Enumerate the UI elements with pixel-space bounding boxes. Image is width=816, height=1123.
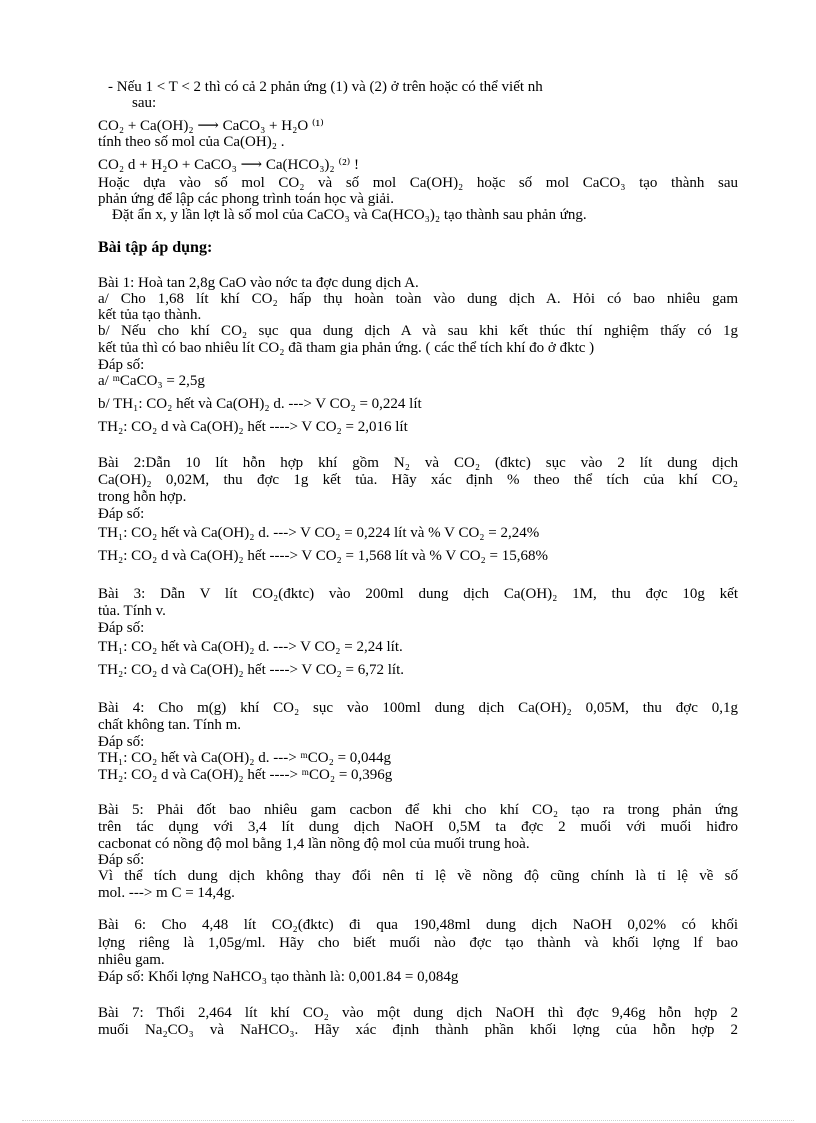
exercise-2-line2: Ca(OH)₂ 0,02M, thu đợc 1g kết tủa. Hãy xác định % theo thể tích của khí CO₂: [98, 472, 738, 488]
exercise-1-a2: kết tủa tạo thành.: [98, 307, 202, 323]
exercise-3-answer-label: Đáp số:: [98, 620, 145, 636]
exercise-5-line3: cacbonat có nồng độ mol bằng 1,4 lần nồng độ mol của muối trung hoà.: [98, 836, 530, 852]
exercise-3-line2: tủa. Tính v.: [98, 603, 166, 619]
line-paragraph-1: Hoặc dựa vào số mol CO₂ và số mol Ca(OH)₂ hoặc số mol CaCO₃ tạo thành sau: [98, 175, 738, 191]
exercise-5-answer-1: Vì thể tích dung dịch không thay đổi nên tỉ lệ về nồng độ cũng chính là tỉ lệ về số: [98, 868, 738, 884]
section-heading: Bài tập áp dụng:: [98, 239, 213, 256]
exercise-1-b2: kết tủa thì có bao nhiêu lít CO₂ đã tham gia phản ứng. ( các thể tích khí đo ở đktc ): [98, 340, 595, 356]
line-condition: - Nếu 1 < T < 2 thì có cả 2 phản ứng (1) và (2) ở trên hoặc có thể viết nh: [108, 79, 543, 95]
exercise-5-answer-2: mol. ---> m C = 14,4g.: [98, 885, 235, 901]
exercise-5-title: Bài 5: Phải đốt bao nhiêu gam cacbon để khi cho khí CO₂ tạo ra trong phản ứng: [98, 802, 738, 818]
exercise-4-answer-1: TH₁: CO₂ hết và Ca(OH)₂ d. ---> ᵐCO₂ = 0,044g: [98, 750, 392, 766]
exercise-2-answer-label: Đáp số:: [98, 506, 145, 522]
exercise-1-answer-b1: b/ TH₁: CO₂ hết và Ca(OH)₂ d. ---> V CO₂ = 0,224 lít: [98, 396, 422, 412]
exercise-6-answer: Đáp số: Khối lợng NaHCO₃ tạo thành là: 0,001.84 = 0,084g: [98, 969, 459, 985]
exercise-1-answer-a: a/ ᵐCaCO₃ = 2,5g: [98, 373, 205, 389]
line-sau: sau:: [132, 95, 157, 111]
exercise-6-line2: lợng riêng là 1,05g/ml. Hãy cho biết muối nào đợc tạo thành và khối lợng lf bao: [98, 935, 738, 951]
exercise-4-title: Bài 4: Cho m(g) khí CO₂ sục vào 100ml dung dịch Ca(OH)₂ 0,05M, thu đợc 0,1g: [98, 700, 738, 716]
line-mol: tính theo số mol của Ca(OH)₂ .: [98, 134, 285, 150]
exercise-1-a: a/ Cho 1,68 lít khí CO₂ hấp thụ hoàn toàn vào dung dịch A. Hỏi có bao nhiêu gam: [98, 291, 738, 307]
exercise-2-title: Bài 2:Dẫn 10 lít hỗn hợp khí gồm N₂ và CO₂ (đktc) sục vào 2 lít dung dịch: [98, 455, 738, 471]
exercise-2-line3: trong hỗn hợp.: [98, 489, 187, 505]
exercise-1-answer-label: Đáp số:: [98, 357, 145, 373]
line-paragraph-3: Đặt ẩn x, y lần lợt là số mol của CaCO₃ và Ca(HCO₃)₂ tạo thành sau phản ứng.: [112, 207, 587, 223]
exercise-1-b: b/ Nếu cho khí CO₂ sục qua dung dịch A và sau khi kết thúc thí nghiệm thấy có 1g: [98, 323, 738, 339]
exercise-4-line2: chất không tan. Tính m.: [98, 717, 242, 733]
exercise-3-title: Bài 3: Dẫn V lít CO₂(đktc) vào 200ml dung dịch Ca(OH)₂ 1M, thu đợc 10g kết: [98, 586, 738, 602]
exercise-5-answer-label: Đáp số:: [98, 852, 145, 868]
exercise-7-title: Bài 7: Thổi 2,464 lít khí CO₂ vào một dung dịch NaOH thì đợc 9,46g hỗn hợp 2: [98, 1005, 738, 1021]
equation-2: CO₂ d + H₂O + CaCO₃ ⟶ Ca(HCO₃)₂ ⁽²⁾ !: [98, 157, 360, 173]
exercise-3-answer-1: TH₁: CO₂ hết và Ca(OH)₂ d. ---> V CO₂ = 2,24 lít.: [98, 639, 403, 655]
exercise-6-title: Bài 6: Cho 4,48 lít CO₂(đktc) đi qua 190,48ml dung dịch NaOH 0,02% có khối: [98, 917, 738, 933]
exercise-1-answer-b2: TH₂: CO₂ d và Ca(OH)₂ hết ----> V CO₂ = 2,016 lít: [98, 419, 408, 435]
equation-1: CO₂ + Ca(OH)₂ ⟶ CaCO₃ + H₂O ⁽¹⁾: [98, 118, 324, 134]
exercise-5-line2: trên tác dụng với 3,4 lít dung dịch NaOH 0,5M ta đợc 2 muối với muối hiđro: [98, 819, 738, 835]
exercise-7-line2: muối Na₂CO₃ và NaHCO₃. Hãy xác định thành phần khối lợng của hỗn hợp 2: [98, 1022, 738, 1038]
exercise-1-title: Bài 1: Hoà tan 2,8g CaO vào nớc ta đợc dung dịch A.: [98, 275, 419, 291]
page-bottom-divider: [22, 1120, 794, 1121]
exercise-6-line3: nhiêu gam.: [98, 952, 165, 968]
exercise-3-answer-2: TH₂: CO₂ d và Ca(OH)₂ hết ----> V CO₂ = 6,72 lít.: [98, 662, 404, 678]
exercise-2-answer-2: TH₂: CO₂ d và Ca(OH)₂ hết ----> V CO₂ = 1,568 lít và % V CO₂ = 15,68%: [98, 548, 548, 564]
line-paragraph-2: phản ứng để lập các phong trình toán học và giải.: [98, 191, 394, 207]
exercise-4-answer-2: TH₂: CO₂ d và Ca(OH)₂ hết ----> ᵐCO₂ = 0,396g: [98, 767, 393, 783]
exercise-4-answer-label: Đáp số:: [98, 734, 145, 750]
exercise-2-answer-1: TH₁: CO₂ hết và Ca(OH)₂ d. ---> V CO₂ = 0,224 lít và % V CO₂ = 2,24%: [98, 525, 540, 541]
